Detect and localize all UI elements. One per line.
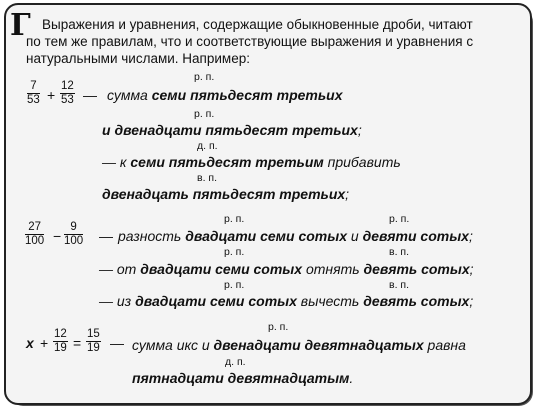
ex3-l1-plain-a: сумма икс и — [132, 337, 210, 353]
ex1-line-2 — [102, 122, 362, 138]
ex1-operator: + — [47, 87, 56, 103]
intro-line-2: по тем же правилам, что и соответствующие выражения и уравнения с — [26, 34, 474, 49]
ex2-l1-tail: ; — [468, 228, 473, 244]
ex3-fraction-2 — [86, 328, 101, 355]
ex2-l1-plain-b: и — [350, 228, 359, 244]
ex3-l2-tail: . — [349, 370, 354, 386]
ex1-line-4 — [102, 186, 349, 202]
ex3-l2-bold: пятнадцати девятнадцатым — [132, 370, 350, 386]
ex1-l3-plain-b: прибавить — [327, 154, 401, 170]
ex3-l1-bold: двенадцати девятнадцатых — [213, 337, 424, 353]
ex1-l3-bold: семи пятьдесят третьим — [130, 154, 324, 170]
ex2-fraction-1 — [25, 221, 44, 248]
ex2-l2-plain-a: — от — [99, 261, 137, 277]
ex2-operator: − — [53, 228, 62, 244]
ex3-variable: x — [26, 335, 34, 351]
ex1-dash: — — [83, 87, 97, 103]
ex2-case-label-3a: р. п. — [224, 279, 245, 291]
ex2-l2-plain-b: отнять — [305, 261, 360, 277]
ex2-case-label-2b: в. п. — [389, 246, 410, 258]
ex2-line-3 — [99, 293, 473, 309]
ex3-case-label-2: д. п. — [225, 356, 246, 368]
ex1-f1-denominator: 53 — [27, 94, 40, 106]
ex2-f1-denominator: 100 — [25, 235, 45, 247]
ex3-f2-denominator: 19 — [87, 342, 100, 354]
ex2-case-label-1a: р. п. — [224, 213, 245, 225]
ex1-l1-bold: семи пятьдесят третьих — [151, 87, 343, 103]
ex2-l3-tail: ; — [469, 293, 474, 309]
ex2-dash: — — [99, 228, 113, 244]
ex2-case-label-2a: р. п. — [224, 246, 245, 258]
intro-line-3: натуральными числами. Например: — [26, 51, 250, 66]
ex2-l2-bold-a: двадцати семи сотых — [140, 261, 303, 277]
ex3-case-label-1: р. п. — [268, 321, 289, 333]
ex1-l2-bold: и двенадцати пятьдесят третьих — [102, 122, 358, 138]
ex1-f2-denominator: 53 — [61, 94, 74, 106]
ex1-line-1 — [107, 87, 343, 103]
ex2-f2-numerator: 9 — [64, 221, 83, 235]
section-logo: Г — [10, 8, 28, 43]
ex3-line-1 — [132, 337, 466, 353]
ex1-l4-bold: двенадцать пятьдесят третьих — [102, 186, 346, 202]
ex2-case-label-3b: в. п. — [389, 279, 410, 291]
ex3-line-2 — [132, 370, 353, 386]
ex2-fraction-2 — [64, 221, 83, 248]
ex3-equals: = — [73, 335, 82, 351]
ex3-l1-plain-b: равна — [427, 337, 466, 353]
ex2-l1-bold-a: двадцати семи сотых — [185, 228, 347, 244]
ex1-fraction-2 — [60, 80, 75, 107]
ex3-f2-numerator: 15 — [87, 328, 100, 340]
ex2-l3-bold-b: девять сотых — [363, 293, 470, 309]
intro-line-1: Выражения и уравнения, содержащие обыкновенные дроби, читают — [42, 17, 473, 32]
ex2-l3-plain-b: вычесть — [300, 293, 360, 309]
ex1-f2-numerator: 12 — [61, 80, 74, 92]
ex2-f2-denominator: 100 — [64, 235, 84, 247]
ex1-f1-numerator: 7 — [27, 80, 40, 94]
ex2-line-2 — [99, 261, 474, 277]
ex2-line-1 — [118, 228, 473, 244]
ex2-l2-bold-b: девять сотых — [363, 261, 470, 277]
ex2-l1-bold-b: девяти сотых — [362, 228, 469, 244]
ex1-line-3 — [102, 154, 401, 170]
ex3-f1-numerator: 12 — [54, 328, 67, 340]
ex3-fraction-1 — [53, 328, 68, 355]
ex1-case-label-3: д. п. — [197, 140, 218, 152]
ex2-case-label-1b: р. п. — [389, 213, 410, 225]
ex1-case-label-2: р. п. — [194, 108, 215, 120]
ex1-case-label-1: р. п. — [194, 71, 215, 83]
ex1-l4-tail: ; — [345, 186, 350, 202]
ex1-l1-plain: сумма — [107, 87, 148, 103]
ex3-dash: — — [110, 335, 124, 351]
ex1-fraction-1 — [27, 80, 40, 107]
ex3-f1-denominator: 19 — [54, 342, 67, 354]
ex2-l2-tail: ; — [469, 261, 474, 277]
ex2-l3-plain-a: — из — [99, 293, 132, 309]
ex3-operator: + — [40, 335, 49, 351]
ex1-case-label-4: в. п. — [197, 172, 218, 184]
ex2-l1-plain-a: разность — [118, 228, 182, 244]
ex2-l3-bold-a: двадцати семи сотых — [135, 293, 297, 309]
ex2-f1-numerator: 27 — [25, 221, 44, 235]
ex1-l2-tail: ; — [357, 122, 362, 138]
ex1-l3-plain-a: — к — [102, 154, 127, 170]
